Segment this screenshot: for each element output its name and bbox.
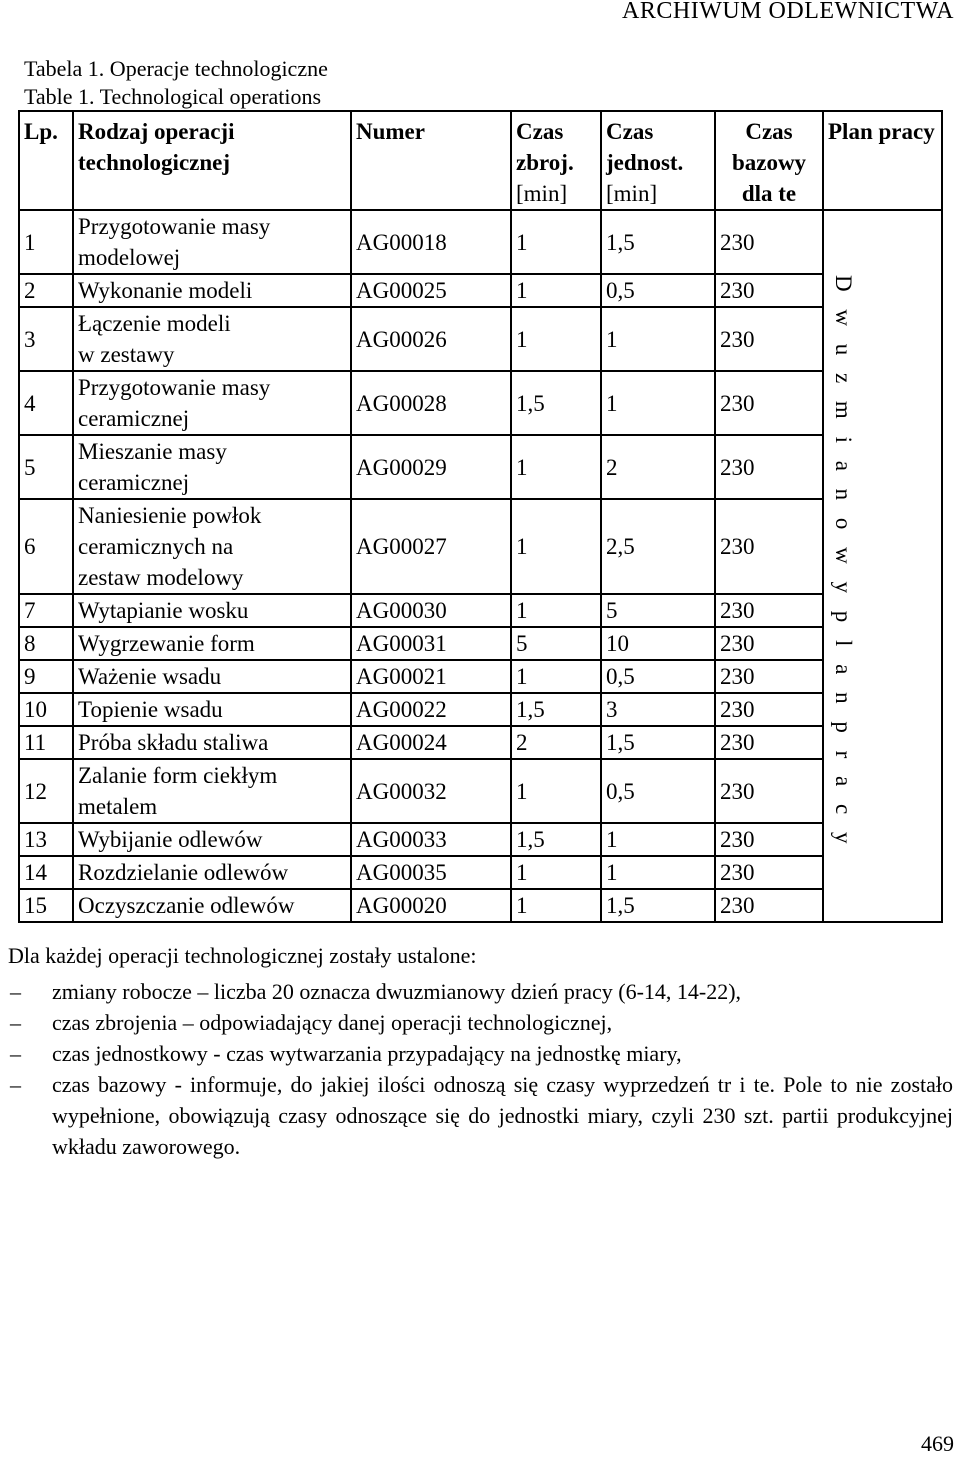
cell-base-time: 230 <box>715 499 823 594</box>
cell-operation-name <box>73 371 351 435</box>
cell-base-time: 230 <box>715 823 823 856</box>
cell-lp: 11 <box>19 726 73 759</box>
cell-base-time: 230 <box>715 594 823 627</box>
cell-operation-name <box>73 499 351 594</box>
note-dash: – <box>10 1041 21 1066</box>
cell-operation-name <box>73 660 351 693</box>
header-operation-name: Rodzaj operacji technologicznej <box>73 111 351 210</box>
cell-lp: 4 <box>19 371 73 435</box>
cell-base-time: 230 <box>715 726 823 759</box>
cell-operation-name <box>73 435 351 499</box>
note-text: zmiany robocze – liczba 20 oznacza dwuzmianowy dzień pracy (6-14, 14-22), <box>52 979 742 1004</box>
journal-title: ARCHIWUM ODLEWNICTWA <box>622 0 954 24</box>
cell-operation-name <box>73 210 351 274</box>
operation-name-line: modelowej <box>78 245 181 270</box>
table-row <box>19 759 942 823</box>
operation-name-line: metalem <box>78 794 158 819</box>
note-dash: – <box>10 979 21 1004</box>
cell-operation-name <box>73 759 351 823</box>
cell-setup-time: 1 <box>511 274 601 307</box>
cell-lp: 2 <box>19 274 73 307</box>
cell-setup-time: 1,5 <box>511 371 601 435</box>
table-row <box>19 435 942 499</box>
table-row <box>19 371 942 435</box>
operation-name-line: Naniesienie powłok <box>78 503 262 528</box>
cell-operation-name <box>73 889 351 922</box>
cell-base-time: 230 <box>715 435 823 499</box>
cell-setup-time: 1,5 <box>511 693 601 726</box>
header-number: Numer <box>351 111 511 210</box>
cell-number: AG00030 <box>351 594 511 627</box>
cell-base-time: 230 <box>715 371 823 435</box>
table-row <box>19 307 942 371</box>
cell-plan <box>823 210 942 922</box>
operation-name-line: Rozdzielanie odlewów <box>78 860 289 885</box>
table-row <box>19 274 942 307</box>
cell-base-time: 230 <box>715 693 823 726</box>
operation-name-line: Oczyszczanie odlewów <box>78 893 295 918</box>
table-row <box>19 210 942 274</box>
cell-unit-time: 2 <box>601 435 715 499</box>
cell-base-time: 230 <box>715 210 823 274</box>
table-row <box>19 594 942 627</box>
cell-lp: 9 <box>19 660 73 693</box>
cell-lp: 3 <box>19 307 73 371</box>
cell-base-time: 230 <box>715 307 823 371</box>
cell-number: AG00027 <box>351 499 511 594</box>
cell-operation-name <box>73 307 351 371</box>
operation-name-line: Wykonanie modeli <box>78 278 253 303</box>
page-number: 469 <box>921 1431 954 1456</box>
plan-value-vertical: D w u z m i a n o w y p l a n p r a c y <box>831 274 856 850</box>
cell-operation-name <box>73 856 351 889</box>
cell-setup-time: 1 <box>511 435 601 499</box>
header-base-time: Czas bazowy dla te <box>715 111 823 210</box>
cell-setup-time: 1 <box>511 499 601 594</box>
note-item <box>8 976 953 1007</box>
cell-lp: 12 <box>19 759 73 823</box>
cell-base-time: 230 <box>715 627 823 660</box>
cell-number: AG00021 <box>351 660 511 693</box>
table-row <box>19 660 942 693</box>
operation-name-line: ceramicznych na <box>78 534 234 559</box>
cell-unit-time: 5 <box>601 594 715 627</box>
cell-operation-name <box>73 627 351 660</box>
cell-unit-time: 1 <box>601 856 715 889</box>
cell-unit-time: 1,5 <box>601 889 715 922</box>
table-caption-english: Table 1. Technological operations <box>24 84 322 109</box>
operation-name-line: zestaw modelowy <box>78 565 244 590</box>
cell-number: AG00024 <box>351 726 511 759</box>
header-lp: Lp. <box>19 111 73 210</box>
note-text: czas zbrojenia – odpowiadający danej operacji technologicznej, <box>52 1010 613 1035</box>
cell-operation-name <box>73 274 351 307</box>
cell-lp: 5 <box>19 435 73 499</box>
note-item <box>8 1069 953 1162</box>
cell-base-time: 230 <box>715 889 823 922</box>
cell-unit-time: 2,5 <box>601 499 715 594</box>
header-unit-time-label: Czas jednost. <box>606 119 684 175</box>
cell-number: AG00025 <box>351 274 511 307</box>
operation-name-line: Wygrzewanie form <box>78 631 255 656</box>
cell-setup-time: 1 <box>511 307 601 371</box>
cell-base-time: 230 <box>715 660 823 693</box>
operation-name-line: w zestawy <box>78 342 175 367</box>
cell-unit-time: 1,5 <box>601 210 715 274</box>
header-setup-time-unit: [min] <box>516 181 568 206</box>
header-plan: Plan pracy <box>823 111 942 210</box>
cell-number: AG00029 <box>351 435 511 499</box>
note-text: czas bazowy - informuje, do jakiej ilości odnoszą się czasy wyprzedzeń tr i te. Pole to nie zostało wypełnione, obowiązują czasy odnoszące się do jednostki miary, czyli 230 szt. partii produkcyjnej wkładu zaworowego. <box>52 1072 953 1159</box>
cell-setup-time: 5 <box>511 627 601 660</box>
operations-table-body <box>19 210 942 922</box>
cell-unit-time: 10 <box>601 627 715 660</box>
cell-number: AG00020 <box>351 889 511 922</box>
cell-number: AG00033 <box>351 823 511 856</box>
table-row <box>19 823 942 856</box>
cell-setup-time: 1 <box>511 594 601 627</box>
cell-base-time: 230 <box>715 856 823 889</box>
operation-name-line: Przygotowanie masy <box>78 214 271 239</box>
cell-unit-time: 0,5 <box>601 660 715 693</box>
note-item <box>8 1038 953 1069</box>
cell-operation-name <box>73 823 351 856</box>
operations-table <box>18 110 943 923</box>
cell-number: AG00031 <box>351 627 511 660</box>
header-unit-time-unit: [min] <box>606 181 658 206</box>
cell-number: AG00035 <box>351 856 511 889</box>
cell-number: AG00028 <box>351 371 511 435</box>
cell-operation-name <box>73 693 351 726</box>
table-header-row <box>19 111 942 210</box>
cell-setup-time: 1 <box>511 856 601 889</box>
cell-unit-time: 0,5 <box>601 759 715 823</box>
cell-operation-name <box>73 594 351 627</box>
notes-section <box>8 940 953 1162</box>
header-unit-time <box>601 111 715 210</box>
header-setup-time-label: Czas zbroj. <box>516 119 574 175</box>
table-row <box>19 693 942 726</box>
note-dash: – <box>10 1010 21 1035</box>
cell-setup-time: 2 <box>511 726 601 759</box>
table-row <box>19 499 942 594</box>
operation-name-line: Przygotowanie masy <box>78 375 271 400</box>
cell-setup-time: 1 <box>511 210 601 274</box>
header-setup-time <box>511 111 601 210</box>
table-row <box>19 889 942 922</box>
table-caption-polish: Tabela 1. Operacje technologiczne <box>24 56 328 81</box>
cell-number: AG00018 <box>351 210 511 274</box>
notes-list <box>8 976 953 1162</box>
notes-intro: Dla każdej operacji technologicznej zostały ustalone: <box>8 943 477 968</box>
operation-name-line: Wytapianie wosku <box>78 598 249 623</box>
cell-operation-name <box>73 726 351 759</box>
table-row <box>19 726 942 759</box>
cell-lp: 7 <box>19 594 73 627</box>
operation-name-line: Topienie wsadu <box>78 697 223 722</box>
cell-setup-time: 1 <box>511 660 601 693</box>
operation-name-line: Ważenie wsadu <box>78 664 222 689</box>
cell-unit-time: 1 <box>601 823 715 856</box>
cell-number: AG00026 <box>351 307 511 371</box>
note-item <box>8 1007 953 1038</box>
cell-lp: 13 <box>19 823 73 856</box>
operation-name-line: Zalanie form ciekłym <box>78 763 278 788</box>
cell-lp: 6 <box>19 499 73 594</box>
cell-unit-time: 1 <box>601 371 715 435</box>
operation-name-line: Wybijanie odlewów <box>78 827 263 852</box>
cell-setup-time: 1,5 <box>511 823 601 856</box>
cell-lp: 15 <box>19 889 73 922</box>
cell-lp: 8 <box>19 627 73 660</box>
operation-name-line: Próba składu staliwa <box>78 730 269 755</box>
cell-base-time: 230 <box>715 274 823 307</box>
cell-setup-time: 1 <box>511 889 601 922</box>
cell-unit-time: 1 <box>601 307 715 371</box>
cell-unit-time: 1,5 <box>601 726 715 759</box>
table-row <box>19 856 942 889</box>
table-row <box>19 627 942 660</box>
note-dash: – <box>10 1072 21 1097</box>
cell-lp: 14 <box>19 856 73 889</box>
cell-setup-time: 1 <box>511 759 601 823</box>
note-text: czas jednostkowy - czas wytwarzania przypadający na jednostkę miary, <box>52 1041 682 1066</box>
cell-lp: 1 <box>19 210 73 274</box>
cell-number: AG00022 <box>351 693 511 726</box>
cell-lp: 10 <box>19 693 73 726</box>
cell-unit-time: 0,5 <box>601 274 715 307</box>
cell-unit-time: 3 <box>601 693 715 726</box>
operation-name-line: ceramicznej <box>78 406 190 431</box>
operation-name-line: Mieszanie masy <box>78 439 227 464</box>
operation-name-line: Łączenie modeli <box>78 311 231 336</box>
cell-number: AG00032 <box>351 759 511 823</box>
cell-base-time: 230 <box>715 759 823 823</box>
operation-name-line: ceramicznej <box>78 470 190 495</box>
